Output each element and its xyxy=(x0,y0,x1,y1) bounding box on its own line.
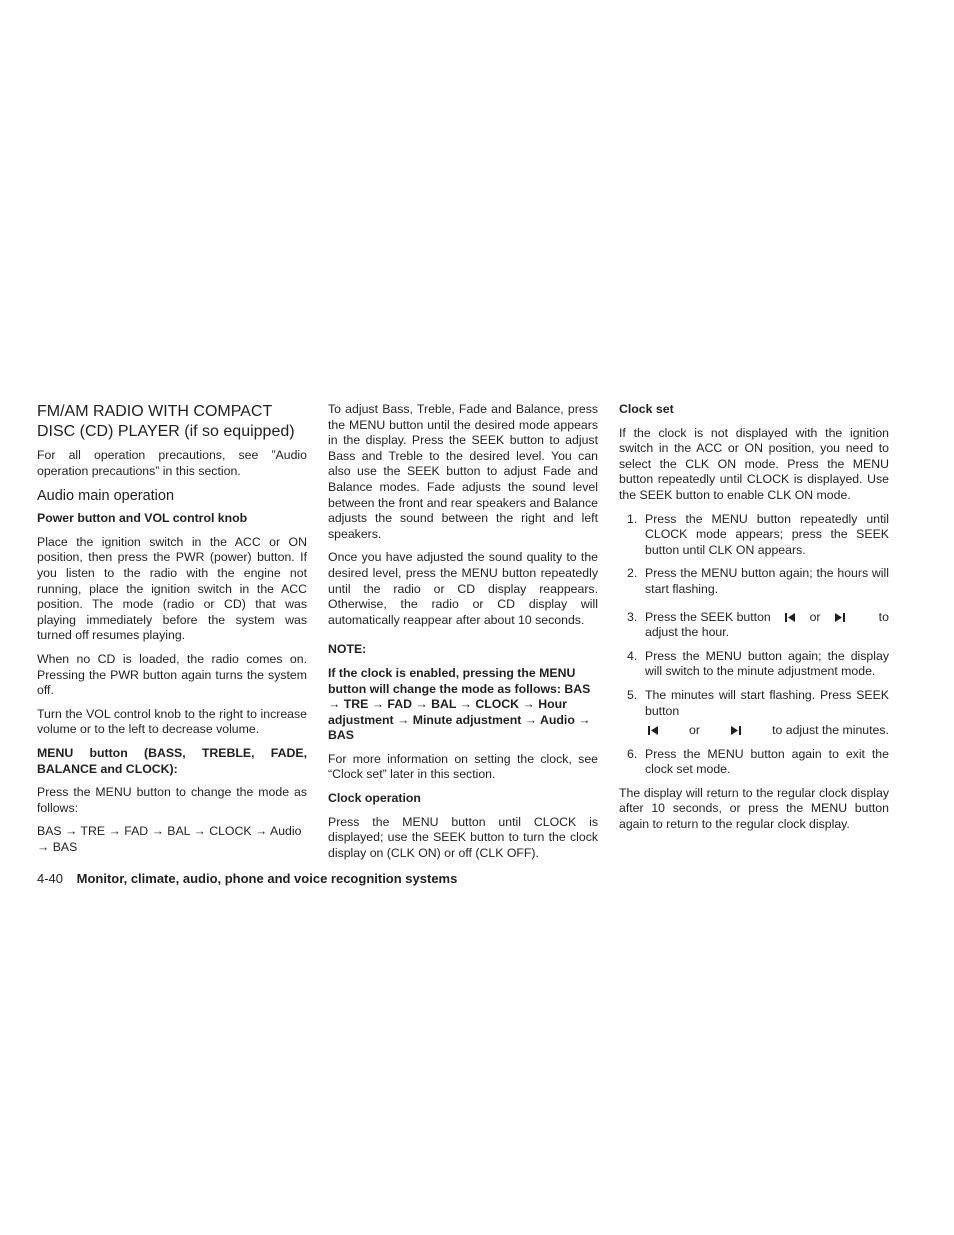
menu-paragraph-1: Press the MENU button to change the mode as follows: xyxy=(37,785,307,815)
seek-forward-icon xyxy=(730,725,742,736)
chapter-title: Monitor, climate, audio, phone and voice recognition systems xyxy=(76,871,458,886)
clock-set-intro: If the clock is not displayed with the ignition switch in the ACC or ON position, you need to select the CLK ON mode. Press the MENU button repeatedly until CLOCK is displayed. Use the SEEK button to enable CLK ON mode. xyxy=(619,425,889,502)
clock-operation-paragraph: Press the MENU button until CLOCK is displayed; use the SEEK button to turn the clock display on (CLK ON) or off (CLK OFF). xyxy=(328,814,598,860)
list-item: 6. Press the MENU button again to exit the clock set mode. xyxy=(627,746,889,777)
power-paragraph-1: Place the ignition switch in the ACC or ON position, then press the PWR (power) button. If you listen to the radio with the engine not running, place the ignition switch in the ACC position. The mode (radio or CD) that was playing immediately before the system was turned off resumes playing. xyxy=(37,534,307,643)
note-text: If the clock is enabled, pressing the MENU button will change the mode as follows: BAS → TRE → FAD → BAL → CLOCK → Hour adjustment → Minute adjustment → Audio → BAS xyxy=(328,665,591,743)
clock-set-steps xyxy=(619,512,889,778)
menu-heading: MENU button (BASS, TREBLE, FADE, BALANCE and CLOCK): xyxy=(37,745,307,776)
list-item: 1. Press the MENU button repeatedly until CLOCK mode appears; press the SEEK button until CLK ON appears. xyxy=(627,511,889,557)
section-title: FM/AM RADIO WITH COMPACT DISC (CD) PLAYER (if so equipped) xyxy=(37,403,295,440)
subsection-title: Audio main operation xyxy=(37,488,175,505)
list-item: 3. Press the SEEK button or to adjust the hour. xyxy=(627,609,889,640)
clock-set-outro: The display will return to the regular clock display after 10 seconds, or press the MENU button again to return to the regular clock display. xyxy=(619,785,889,832)
column-1 xyxy=(37,402,307,863)
adjust-paragraph: To adjust Bass, Treble, Fade and Balance, press the MENU button until the desired mode appears in the display. Press the SEEK button to adjust Bass and Treble to the desired level. You can also use the SEEK button to adjust Fade and Balance modes. Fade adjusts the sound level between the front and rear speakers and Balance adjusts the sound between the right and left speakers. xyxy=(328,402,598,541)
seek-forward-icon xyxy=(834,612,846,623)
power-heading: Power button and VOL control knob xyxy=(37,511,248,526)
seek-back-icon xyxy=(784,612,796,623)
clock-operation-heading: Clock operation xyxy=(328,791,421,806)
power-paragraph-3: Turn the VOL control knob to the right to increase volume or to the left to decrease volume. xyxy=(37,706,307,737)
list-item: 4. Press the MENU button again; the display will switch to the minute adjustment mode. xyxy=(627,648,889,679)
list-item: 5. The minutes will start flashing. Press SEEK button or to adjust the minutes. xyxy=(627,687,889,738)
intro-paragraph: For all operation precautions, see ”Audio operation precautions” in this section. xyxy=(37,448,307,478)
menu-mode-sequence: BAS → TRE → FAD → BAL → CLOCK → Audio → BAS xyxy=(37,824,302,854)
page-number: 4-40 xyxy=(37,871,64,886)
page-footer xyxy=(37,871,457,887)
clock-reference-paragraph: For more information on setting the clock, see “Clock set” later in this section. xyxy=(328,751,598,782)
column-3 xyxy=(619,402,889,841)
adjust-paragraph-2: Once you have adjusted the sound quality to the desired level, press the MENU button repeatedly until the radio or CD display reappears. Otherwise, the radio or CD display will automatically reappear after about 10 seconds. xyxy=(328,550,598,627)
note-label: NOTE: xyxy=(328,642,367,657)
seek-back-icon xyxy=(647,725,659,736)
column-2 xyxy=(328,402,598,869)
power-paragraph-2: When no CD is loaded, the radio comes on. Pressing the PWR button again turns the system off. xyxy=(37,651,307,698)
list-item: 2. Press the MENU button again; the hours will start flashing. xyxy=(627,566,889,596)
clock-set-heading: Clock set xyxy=(619,402,674,416)
